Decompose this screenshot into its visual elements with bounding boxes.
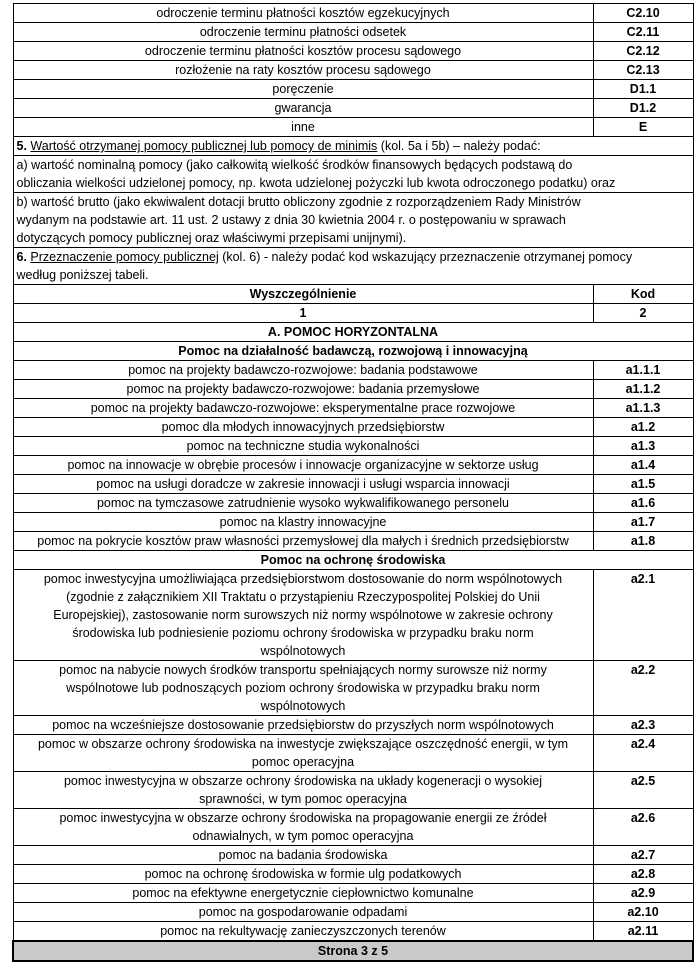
row-description-line: wspólnotowych xyxy=(260,699,346,713)
section-6-text-line2: według poniższej tabeli. xyxy=(16,268,149,282)
section-5-number: 5. xyxy=(16,139,27,153)
row-description xyxy=(13,865,593,884)
row-description: pomoc na klastry innowacyjne xyxy=(13,513,593,532)
table-row xyxy=(13,494,693,513)
row-description xyxy=(13,716,593,735)
header-code: Kod xyxy=(593,285,693,304)
row-description xyxy=(13,570,593,661)
row-description xyxy=(13,884,593,903)
row-description xyxy=(13,903,593,922)
section-5-item-b xyxy=(13,193,693,248)
row-description xyxy=(13,846,593,865)
table-row xyxy=(13,716,693,735)
row-description-line: pomoc na wcześniejsze dostosowanie przedsiębiorstw do przyszłych norm wspólnotowych xyxy=(52,718,554,732)
section-a-title: A. POMOC HORYZONTALNA xyxy=(13,323,693,342)
row-description xyxy=(13,922,593,942)
row-description: pomoc na pokrycie kosztów praw własności przemysłowej dla małych i średnich przedsiębiorstw xyxy=(13,532,593,551)
row-description-line: (zgodnie z załącznikiem XII Traktatu o przystąpieniu Rzeczypospolitej Polskiej do Unii xyxy=(66,590,540,604)
row-description: odroczenie terminu płatności odsetek xyxy=(13,23,593,42)
table-row xyxy=(13,61,693,80)
group-env-rows xyxy=(13,570,693,942)
row-code: a1.4 xyxy=(593,456,693,475)
row-description-line: pomoc w obszarze ochrony środowiska na inwestycje zwiększające oszczędność energii, w tym xyxy=(37,737,569,751)
row-description: pomoc na usługi doradcze w zakresie innowacji i usługi wsparcia innowacji xyxy=(13,475,593,494)
table-row xyxy=(13,903,693,922)
section-6-heading: Przeznaczenie pomocy publicznej xyxy=(30,250,219,264)
table-row xyxy=(13,809,693,846)
row-description: gwarancja xyxy=(13,99,593,118)
row-code: C2.10 xyxy=(593,4,693,23)
table-row xyxy=(13,23,693,42)
table-row xyxy=(13,437,693,456)
row-description-line: pomoc na rekultywację zanieczyszczonych terenów xyxy=(160,924,446,938)
row-description xyxy=(13,772,593,809)
row-code: C2.13 xyxy=(593,61,693,80)
row-code: a1.7 xyxy=(593,513,693,532)
row-description-line: pomoc operacyjna xyxy=(251,755,355,769)
table-row xyxy=(13,661,693,716)
table-row xyxy=(13,361,693,380)
row-description: odroczenie terminu płatności kosztów procesu sądowego xyxy=(13,42,593,61)
table-row xyxy=(13,532,693,551)
section-5-intro xyxy=(13,137,693,156)
section-6 xyxy=(13,248,693,361)
row-code: a2.3 xyxy=(593,716,693,735)
section-5-text: (kol. 5a i 5b) – należy podać: xyxy=(377,139,541,153)
row-description-line: wspólnotowych xyxy=(260,644,346,658)
table-row xyxy=(13,772,693,809)
row-code: a1.8 xyxy=(593,532,693,551)
row-description-line: pomoc inwestycyjna umożliwiająca przedsiębiorstwom dostosowanie do norm wspólnotowych xyxy=(43,572,563,586)
row-description: odroczenie terminu płatności kosztów egzekucyjnych xyxy=(13,4,593,23)
row-description-line: środowiska lub podniesienie poziomu ochrony środowiska w przypadku braku norm xyxy=(72,626,534,640)
section-5-b-line: b) wartość brutto (jako ekwiwalent dotacji brutto obliczony zgodnie z rozporządzeniem Rady Ministrów xyxy=(16,195,581,209)
table-row xyxy=(13,380,693,399)
row-code: a1.6 xyxy=(593,494,693,513)
table-row xyxy=(13,570,693,661)
table-row xyxy=(13,865,693,884)
row-description-line: pomoc na nabycie nowych środków transportu spełniających normy surowsze niż normy xyxy=(59,663,547,677)
section-5-a-line: obliczania wielkości udzielonej pomocy, np. kwota udzielonej pożyczki lub kwota odroczonego podatku) oraz xyxy=(16,176,616,190)
group-env-title: Pomoc na ochronę środowiska xyxy=(13,551,693,570)
row-description xyxy=(13,735,593,772)
section-5-b-line: wydanym na podstawie art. 11 ust. 2 ustawy z dnia 30 kwietnia 2004 r. o postępowaniu w sprawach xyxy=(16,213,566,227)
table-row xyxy=(13,418,693,437)
row-description: pomoc na tymczasowe zatrudnienie wysoko wykwalifikowanego personelu xyxy=(13,494,593,513)
row-description: pomoc na projekty badawczo-rozwojowe: eksperymentalne prace rozwojowe xyxy=(13,399,593,418)
row-code: a2.2 xyxy=(593,661,693,716)
row-code: a2.4 xyxy=(593,735,693,772)
row-code: a1.3 xyxy=(593,437,693,456)
row-description: pomoc na techniczne studia wykonalności xyxy=(13,437,593,456)
row-code: a2.11 xyxy=(593,922,693,942)
row-code: a1.1.2 xyxy=(593,380,693,399)
page-number: Strona 3 z 5 xyxy=(13,941,693,961)
row-description-line: pomoc na badania środowiska xyxy=(218,848,388,862)
table-row xyxy=(13,4,693,23)
table-row xyxy=(13,922,693,942)
group-rd-rows xyxy=(13,361,693,551)
aid-codes-table xyxy=(12,3,694,962)
row-description-line: pomoc na efektywne energetycznie ciepłownictwo komunalne xyxy=(132,886,474,900)
table-row xyxy=(13,118,693,137)
section-5-heading: Wartość otrzymanej pomocy publicznej lub pomocy de minimis xyxy=(30,139,378,153)
group-rd-title: Pomoc na działalność badawczą, rozwojową i innowacyjną xyxy=(13,342,693,361)
table-row xyxy=(13,456,693,475)
table-row xyxy=(13,735,693,772)
row-description-line: pomoc na ochronę środowiska w formie ulg podatkowych xyxy=(144,867,462,881)
row-description: rozłożenie na raty kosztów procesu sądowego xyxy=(13,61,593,80)
row-description-line: pomoc inwestycyjna w obszarze ochrony środowiska na układy kogeneracji o wysokiej xyxy=(63,774,542,788)
row-code: a2.6 xyxy=(593,809,693,846)
header-description: Wyszczególnienie xyxy=(13,285,593,304)
row-code: a1.5 xyxy=(593,475,693,494)
group-env-heading xyxy=(13,551,693,570)
row-code: a2.1 xyxy=(593,570,693,661)
row-code: D1.2 xyxy=(593,99,693,118)
section-6-number: 6. xyxy=(16,250,27,264)
row-code: a2.7 xyxy=(593,846,693,865)
row-code: a1.2 xyxy=(593,418,693,437)
row-code: C2.11 xyxy=(593,23,693,42)
row-description-line: Europejskiej), zastosowanie norm surowszych niż normy wspólnotowe w zakresie ochrony xyxy=(53,608,553,622)
row-description-line: wspólnotowe lub podnoszących poziom ochrony środowiska w przypadku braku norm xyxy=(66,681,540,695)
document-page xyxy=(12,3,692,962)
table-row xyxy=(13,99,693,118)
section-5 xyxy=(13,137,693,248)
section-6-intro xyxy=(13,248,693,285)
section-5-a-line: a) wartość nominalną pomocy (jako całkowitą wielkość środków finansowych będących podstawą do xyxy=(16,158,573,172)
row-description: pomoc na innowacje w obrębie procesów i innowacje organizacyjne w sektorze usług xyxy=(13,456,593,475)
section-5-b-line: dotyczących pomocy publicznej oraz właściwymi przepisami unijnymi). xyxy=(16,231,407,245)
header-column-number-2: 2 xyxy=(593,304,693,323)
row-code: a2.5 xyxy=(593,772,693,809)
row-description: inne xyxy=(13,118,593,137)
row-description: pomoc na projekty badawczo-rozwojowe: badania podstawowe xyxy=(13,361,593,380)
top-rows xyxy=(13,4,693,137)
table-row xyxy=(13,42,693,61)
table-row xyxy=(13,399,693,418)
row-code: a2.10 xyxy=(593,903,693,922)
row-code: a1.1.1 xyxy=(593,361,693,380)
row-code: a2.8 xyxy=(593,865,693,884)
table-row xyxy=(13,884,693,903)
page-footer xyxy=(13,941,693,961)
section-5-item-a xyxy=(13,156,693,193)
row-code: C2.12 xyxy=(593,42,693,61)
row-code: D1.1 xyxy=(593,80,693,99)
header-column-number-1: 1 xyxy=(13,304,593,323)
row-description-line: odnawialnych, w tym pomoc operacyjna xyxy=(192,829,414,843)
row-code: E xyxy=(593,118,693,137)
table-row xyxy=(13,475,693,494)
row-code: a1.1.3 xyxy=(593,399,693,418)
row-description xyxy=(13,809,593,846)
row-description-line: pomoc inwestycyjna w obszarze ochrony środowiska na propagowanie energii ze źródeł xyxy=(59,811,547,825)
table-row xyxy=(13,80,693,99)
row-description: poręczenie xyxy=(13,80,593,99)
table-row xyxy=(13,846,693,865)
row-description-line: sprawności, w tym pomoc operacyjna xyxy=(199,792,407,806)
section-6-text: (kol. 6) - należy podać kod wskazujący przeznaczenie otrzymanej pomocy xyxy=(218,250,633,264)
row-description: pomoc dla młodych innowacyjnych przedsiębiorstw xyxy=(13,418,593,437)
row-code: a2.9 xyxy=(593,884,693,903)
table-row xyxy=(13,513,693,532)
row-description xyxy=(13,661,593,716)
row-description: pomoc na projekty badawczo-rozwojowe: badania przemysłowe xyxy=(13,380,593,399)
row-description-line: pomoc na gospodarowanie odpadami xyxy=(198,905,408,919)
